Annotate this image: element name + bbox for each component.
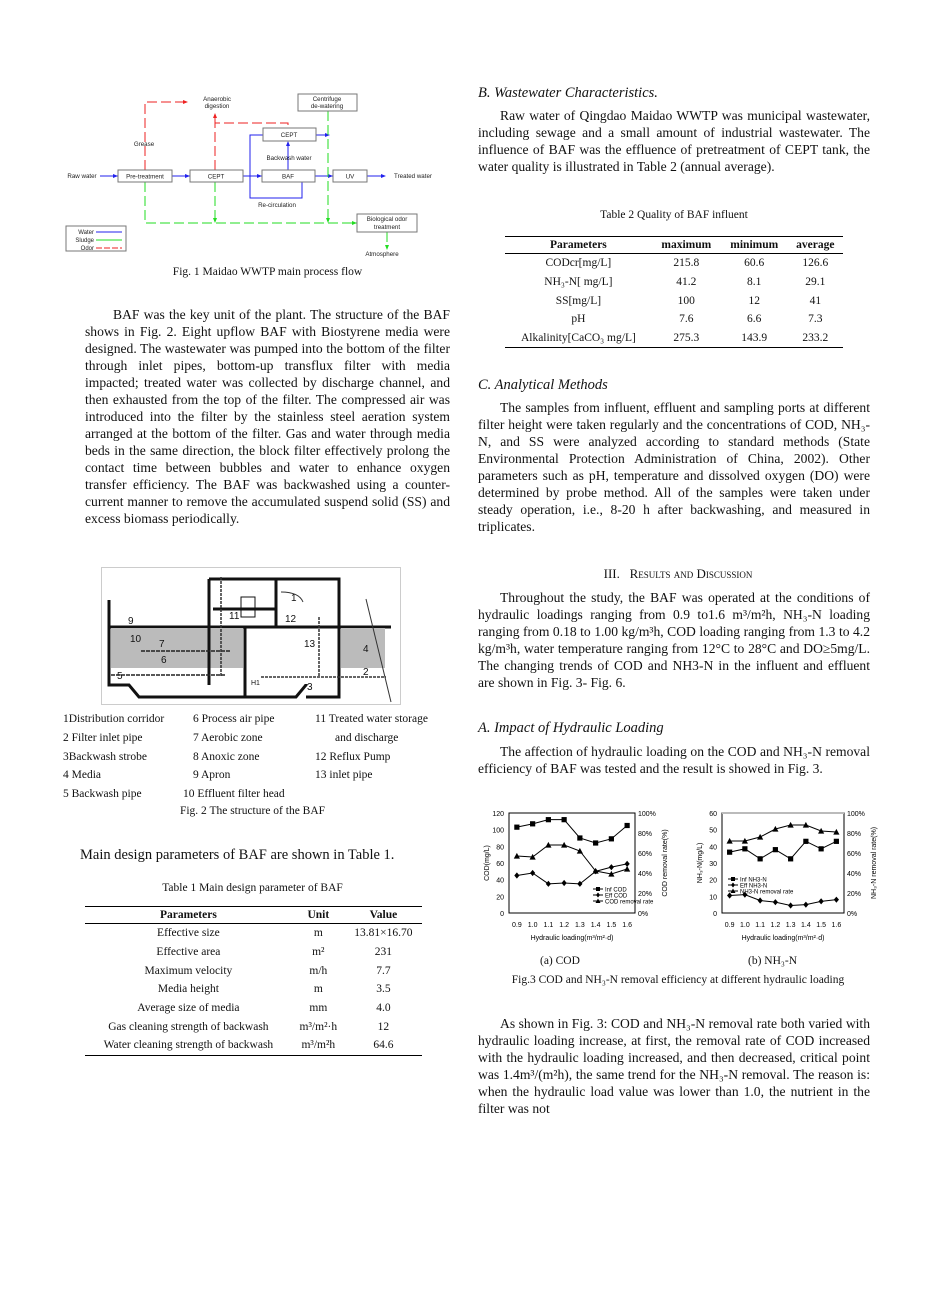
section-a-heading: A. Impact of Hydraulic Loading — [478, 720, 664, 736]
table-cell: pH — [571, 313, 586, 326]
y-tick-label: 60 — [709, 811, 717, 818]
x-axis-label: Hydraulic loading(m³/m²·d) — [530, 935, 614, 942]
data-point-square — [562, 817, 567, 822]
y-tick-label: 20 — [709, 877, 717, 885]
x-tick-label: 1.0 — [740, 922, 750, 929]
table-cell: 143.9 — [741, 332, 768, 345]
data-point-square — [742, 846, 747, 851]
legend-item: 11 Treated water storage — [315, 713, 428, 725]
table-row — [85, 961, 422, 980]
table-cell: m³/m²·h — [299, 1020, 338, 1033]
y-tick-label: 60 — [496, 861, 504, 868]
table-cell: 8.1 — [747, 276, 762, 289]
y2-tick-label: 60% — [638, 851, 653, 858]
baf-label: BAF — [281, 173, 295, 181]
y2-tick-label: 40% — [847, 871, 862, 878]
cept-label: CEPT — [207, 173, 225, 181]
table-cell: m — [313, 927, 323, 940]
table-cell: Average size of media — [137, 1002, 240, 1015]
table-cell: Maximum velocity — [144, 964, 233, 977]
anaerobic-label: Anaerobic — [203, 96, 231, 103]
table-row — [85, 1036, 422, 1055]
legend-label: Inf COD — [605, 887, 627, 894]
body-paragraph: BAF was the key unit of the plant. The structure of the BAF shows in Fig. 2. Eight upflow BAF with Biostyrene media were designed. The wastewater was pumped into the bottom of the filter through inlet pipes, bottom-up transflux filter with media impacted; treated water was collected by discharge channel, and then exhausted from the top of the filter. The compressed air was introduced into the filter by the stainless steel aeration system arranged at the bottom of the filter. Gas and water through media beds in the same direction, the block filter effectively prolong the contact time between bubbles and water to enhance oxygen transfer efficiency. The BAF was backwashed using a counter-current manner to remove the accumulated suspend solid (SS) and excess biomass periodically. — [85, 307, 450, 526]
data-point-triangle — [624, 866, 630, 872]
data-point-square — [803, 839, 808, 844]
table-cell: mm — [309, 1002, 328, 1015]
x-tick-label: 1.3 — [785, 922, 796, 929]
table-cell: 7.7 — [376, 964, 391, 977]
x-axis-label: Hydraulic loading(m³/m²·d) — [741, 935, 825, 942]
table-cell: NH₃-N[ mg/L] — [544, 276, 613, 289]
table2-header: average — [796, 239, 835, 251]
data-point-triangle — [757, 834, 763, 840]
section-c-heading: C. Analytical Methods — [478, 377, 608, 393]
table-cell: 13.81×16.70 — [354, 927, 413, 940]
section-iii-heading — [478, 566, 878, 582]
table-cell: 41.2 — [676, 276, 697, 289]
callout-6: 6 — [161, 655, 167, 666]
table-cell: 41 — [809, 294, 822, 307]
y2-tick-label: 0% — [847, 911, 858, 918]
table1-header: Unit — [307, 909, 330, 921]
table1-intro: Main design parameters of BAF are shown in Table 1. — [80, 847, 395, 863]
y-tick-label: 120 — [492, 811, 504, 818]
data-point-square — [593, 840, 598, 845]
section-b-paragraph: Raw water of Qingdao Maidao WWTP was municipal wastewater, including sewage and a small amount of industrial wastewater. The influence of BAF was the effluence of pretreatment of CEPT tank, the water quality is illustrated in Table 2 (annual average). — [478, 108, 870, 174]
table2 — [505, 236, 843, 348]
data-point-square — [609, 836, 614, 841]
data-point-diamond — [727, 892, 732, 898]
table-row — [85, 924, 422, 943]
callout-7: 7 — [159, 639, 165, 650]
section-number: III. — [603, 566, 620, 581]
legend-item: 3Backwash strobe — [63, 750, 147, 763]
table1-header: Value — [369, 909, 398, 921]
fig2-caption: Fig. 2 The structure of the BAF — [179, 805, 326, 817]
baf-structure-diagram — [101, 567, 401, 705]
data-point-diamond — [514, 872, 519, 878]
x-tick-label: 1.0 — [527, 922, 538, 929]
x-tick-label: 1.1 — [543, 922, 554, 929]
table-cell: 100 — [677, 294, 695, 307]
data-point-diamond — [609, 864, 614, 870]
table-row — [505, 329, 843, 348]
legend-odor: Odor — [80, 246, 94, 252]
legend-item: 4 Media — [63, 769, 102, 782]
table-cell: 29.1 — [805, 276, 826, 289]
data-point-square — [596, 887, 600, 891]
section-a-paragraph: The affection of hydraulic loading on the COD and NH₃-N removal efficiency of BAF was tested and the result is showed in Fig. 3. — [478, 744, 870, 776]
legend-item: 7 Aerobic zone — [193, 731, 263, 744]
table-cell: 60.6 — [744, 257, 765, 270]
callout-3: 3 — [307, 682, 313, 693]
legend-item: 6 Process air pipe — [193, 713, 275, 725]
table-cell: 215.8 — [673, 257, 700, 270]
legend-item: 8 Anoxic zone — [193, 750, 260, 763]
recirculation-label: Re-circulation — [258, 202, 296, 209]
table-cell: 231 — [374, 946, 393, 959]
section-c-paragraph: The samples from influent, effluent and sampling ports at different filter height were taken regularly and the concentrations of COD, NH₃-N, and SS were analyzed according to standard methods (State Environmental Protection Administration of China, 2002). Other parameters such as pH, temperature and dissolved oxygen (DO) were determined by probe method. All of the samples were taken under steady operation, i.e., 8-20 h after backwashing, and measured in triplicates. — [478, 400, 870, 534]
y-tick-label: 50 — [709, 827, 717, 835]
table-cell: m³/m²h — [301, 1039, 336, 1052]
table-row — [85, 999, 422, 1018]
digestion-label: digestion — [204, 103, 230, 110]
x-tick-label: 1.5 — [816, 922, 826, 929]
data-point-diamond — [530, 870, 535, 876]
data-point-square — [773, 847, 778, 852]
y2-tick-label: 100% — [638, 811, 656, 818]
bio-odor-label: Biological odor — [366, 216, 408, 223]
data-point-triangle — [577, 848, 583, 854]
legend-item: 10 Effluent filter head — [183, 788, 285, 801]
table-cell: Media height — [157, 983, 219, 996]
table-cell: 3.5 — [376, 983, 391, 996]
legend-label: Eff COD — [605, 893, 628, 900]
table1 — [85, 906, 422, 1056]
treated-water-label: Treated water — [394, 173, 432, 180]
table-row — [85, 1017, 422, 1036]
callout-12: 12 — [285, 614, 297, 625]
process-flow-diagram — [60, 85, 450, 265]
table-cell: m² — [312, 946, 325, 959]
data-point-square — [625, 823, 630, 828]
table-cell: Alkalinity[CaCO₃ mg/L] — [520, 332, 636, 345]
table-row — [505, 291, 843, 310]
callout-5: 5 — [117, 671, 123, 682]
table-cell: m/h — [309, 964, 328, 977]
callout-h1: H1 — [251, 680, 260, 687]
y-tick-label: 10 — [709, 894, 717, 902]
table-cell: CODcr[mg/L] — [545, 257, 612, 270]
callout-10: 10 — [130, 634, 142, 645]
section-title: Results and Discussion — [629, 566, 753, 581]
x-tick-label: 1.4 — [801, 922, 811, 929]
centrifuge-label: Centrifuge — [312, 96, 342, 103]
table2-caption: Table 2 Quality of BAF influent — [600, 209, 748, 221]
legend-item: 13 inlet pipe — [315, 769, 373, 782]
x-tick-label: 1.1 — [755, 922, 765, 929]
x-tick-label: 1.3 — [575, 922, 585, 929]
fig3-caption: Fig.3 COD and NH₃-N removal efficiency at different hydraulic loading — [511, 974, 845, 986]
legend-sludge: Sludge — [75, 238, 94, 244]
x-tick-label: 0.9 — [512, 922, 522, 929]
table-cell: SS[mg/L] — [555, 294, 602, 307]
section-b-heading: B. Wastewater Characteristics. — [478, 85, 658, 101]
y2-tick-label: 100% — [847, 811, 865, 818]
table-cell: 126.6 — [802, 257, 829, 270]
table-cell: 275.3 — [673, 332, 700, 345]
table-cell: 12 — [748, 294, 760, 307]
data-point-square — [577, 835, 582, 840]
callout-2: 2 — [363, 667, 369, 678]
legend-label: Eff NH3-N — [740, 883, 768, 890]
table-row — [85, 943, 422, 962]
table-cell: 4.0 — [376, 1002, 391, 1015]
y-tick-label: 80 — [496, 844, 504, 852]
y-tick-label: 0 — [500, 911, 504, 918]
table-cell: 12 — [377, 1020, 390, 1033]
fig3b-label: (b) NH₃-N — [748, 955, 798, 967]
y2-tick-label: 80% — [847, 831, 862, 838]
y-tick-label: 40 — [709, 844, 717, 852]
dewatering-label: de-watering — [310, 103, 344, 110]
table-cell: 6.6 — [747, 313, 762, 326]
y2-tick-label: 60% — [847, 851, 862, 858]
callout-1: 1 — [291, 593, 297, 604]
data-point-diamond — [562, 880, 567, 886]
table-cell: Effective size — [157, 927, 220, 940]
fig2-legend — [63, 710, 453, 804]
data-point-square — [731, 877, 735, 881]
data-point-diamond — [758, 897, 763, 903]
data-point-square — [819, 846, 824, 851]
table-cell: Gas cleaning strength of backwash — [108, 1020, 269, 1033]
y-axis-label: NH₃-N(mg/L) — [697, 842, 704, 884]
legend-label: Inf NH3-N — [740, 877, 767, 884]
y-axis-label: COD(mg/L) — [484, 845, 491, 881]
grease-label: Grease — [133, 141, 155, 148]
data-point-diamond — [731, 883, 735, 888]
table2-header: Parameters — [549, 239, 607, 251]
y-tick-label: 20 — [496, 894, 504, 902]
y2-tick-label: 20% — [847, 891, 862, 898]
y2-axis-label: NH₃-N removal rate(%) — [871, 826, 878, 900]
x-tick-label: 1.6 — [622, 922, 632, 929]
uv-label: UV — [345, 173, 355, 181]
callout-13: 13 — [304, 639, 316, 650]
cept-top-label: CEPT — [280, 132, 298, 139]
data-point-square — [514, 825, 519, 830]
y-tick-label: 40 — [496, 877, 504, 885]
legend-label: COD removal rate — [605, 899, 654, 906]
callout-4: 4 — [363, 644, 369, 655]
legend-item: and discharge — [335, 731, 399, 744]
data-point-square — [530, 821, 535, 826]
data-point-diamond — [577, 881, 582, 887]
legend-item: 1Distribution corridor — [63, 713, 165, 725]
section-iii-paragraph: Throughout the study, the BAF was operated at the conditions of hydraulic loadings ranging from 0.9 to1.6 m³/m²h, NH₃-N loading ranging from 0.18 to 1.00 kg/m³h, COD loading ranging from 1.3 to 4.2 kg/m³h, water temperature ranging from 12°C to 28°C and DO≥5mg/L. The changing trends of COD and NH3-N in the influent and effluent are shown in Fig. 3- Fig. 6. — [478, 590, 870, 690]
legend-item: 2 Filter inlet pipe — [63, 731, 143, 744]
raw-water-label: Raw water — [67, 173, 97, 180]
table-cell: 233.2 — [802, 332, 829, 345]
data-point-diamond — [834, 897, 839, 903]
table-row — [85, 980, 422, 999]
table-row — [505, 254, 843, 273]
results-paragraph: As shown in Fig. 3: COD and NH₃-N removal rate both varied with hydraulic loading increase, at first, the removal rate of COD increased with the hydraulic loading increased, and then decreased, critical point was 1.4m³/(m²h), the same trend for the NH₃-N removal. The reason is: when the hydraulic load value was lower than 1.0, the nutrient in the filter was not — [478, 1016, 870, 1116]
backwash-water-label: Backwash water — [266, 155, 312, 162]
y2-axis-label: COD removal rate(%) — [662, 829, 669, 897]
atmosphere-label: Atmosphere — [365, 251, 399, 258]
table-row — [505, 310, 843, 329]
data-point-diamond — [803, 902, 808, 908]
data-point-diamond — [596, 893, 600, 898]
pretreatment-label: Pre-treatment — [126, 173, 164, 181]
table-cell: Water cleaning strength of backwash — [103, 1039, 274, 1052]
data-point-diamond — [819, 898, 824, 904]
legend-water: Water — [78, 230, 94, 236]
y2-tick-label: 40% — [638, 871, 653, 878]
data-point-square — [727, 850, 732, 855]
table2-header: maximum — [661, 239, 712, 251]
x-tick-label: 1.5 — [606, 922, 617, 929]
table-cell: 64.6 — [373, 1039, 394, 1052]
table-row — [505, 273, 843, 292]
y-tick-label: 30 — [709, 861, 717, 868]
data-point-square — [834, 839, 839, 844]
legend-item: 12 Reflux Pump — [315, 750, 391, 763]
x-tick-label: 1.4 — [590, 922, 601, 929]
y2-tick-label: 80% — [638, 831, 653, 838]
x-tick-label: 0.9 — [724, 922, 735, 929]
x-tick-label: 1.2 — [770, 922, 781, 929]
table2-header: minimum — [730, 239, 779, 251]
legend-item: 5 Backwash pipe — [63, 788, 142, 801]
table1-header: Parameters — [159, 909, 217, 921]
fig3a-label: (a) COD — [540, 955, 580, 967]
fig1-caption: Fig. 1 Maidao WWTP main process flow — [172, 266, 363, 278]
x-tick-label: 1.2 — [559, 922, 569, 929]
data-point-diamond — [546, 881, 551, 887]
callout-9: 9 — [128, 616, 134, 627]
legend-label: NH3-N removal rate — [740, 889, 794, 896]
table-cell: Effective area — [156, 946, 221, 959]
fig3-charts — [478, 805, 890, 950]
table1-caption: Table 1 Main design parameter of BAF — [162, 882, 343, 894]
x-tick-label: 1.6 — [831, 922, 842, 929]
y-tick-label: 100 — [492, 827, 504, 835]
y-tick-label: 0 — [713, 911, 717, 918]
data-point-square — [758, 856, 763, 861]
data-point-diamond — [773, 899, 778, 905]
y2-tick-label: 20% — [638, 891, 653, 898]
table-cell: 7.3 — [808, 313, 823, 326]
data-point-diamond — [788, 902, 793, 908]
table-cell: m — [313, 983, 323, 996]
data-point-square — [788, 856, 793, 861]
plot-area — [722, 813, 844, 913]
table-cell: 7.6 — [679, 313, 694, 326]
callout-11: 11 — [229, 611, 240, 622]
data-point-square — [546, 817, 551, 822]
treatment-label: treatment — [373, 224, 401, 231]
y2-tick-label: 0% — [638, 911, 649, 918]
legend-item: 9 Apron — [193, 769, 231, 782]
